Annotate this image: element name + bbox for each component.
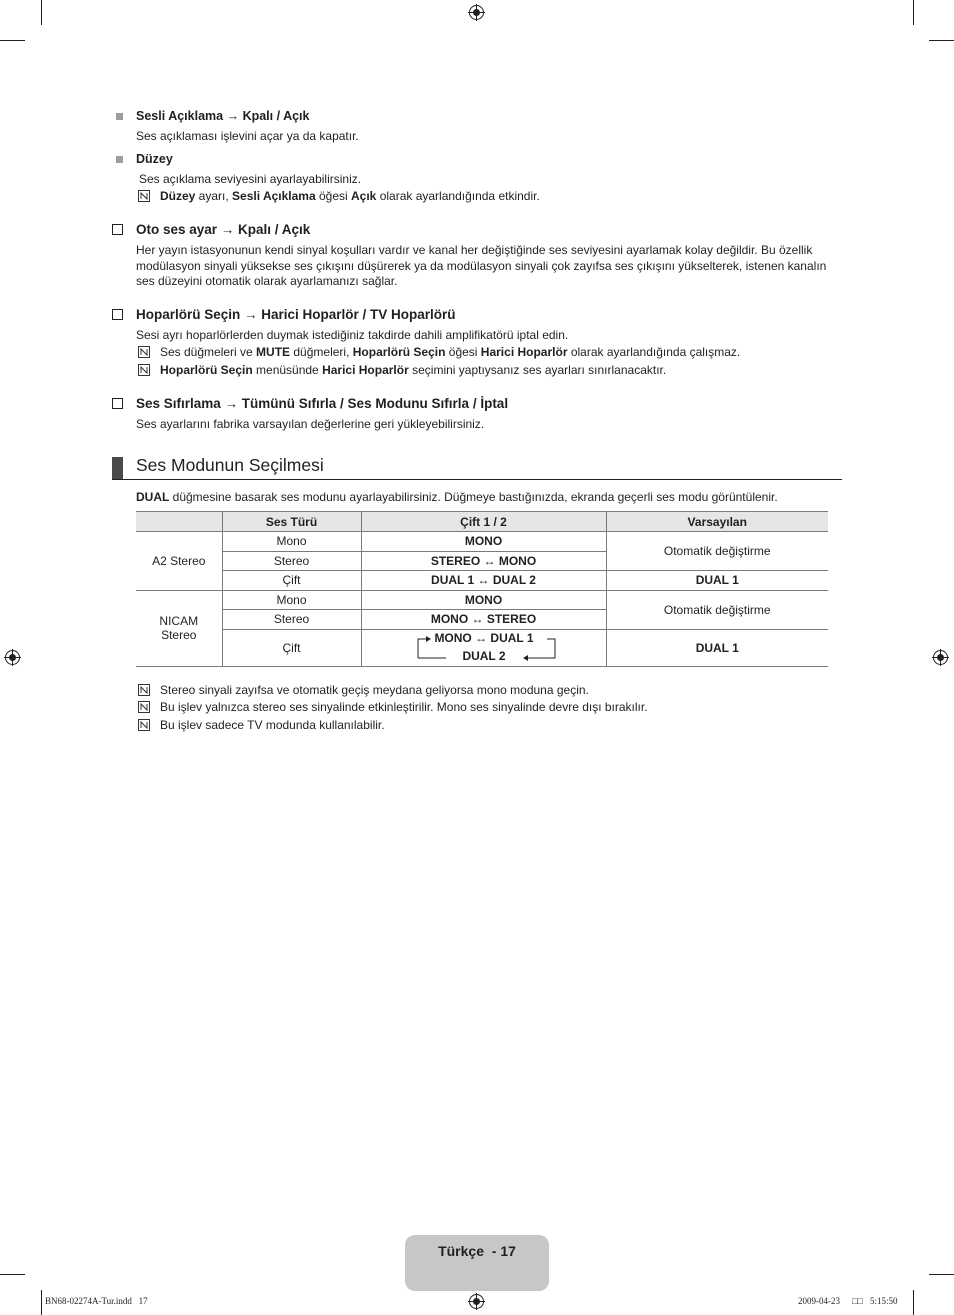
default-cell: DUAL 1 [606,629,828,666]
crop-mark [41,0,42,25]
crop-mark [929,1274,954,1275]
crop-mark [0,40,25,41]
mode-cell: STEREO ↔ MONO [361,551,606,571]
crop-mark [41,1290,42,1315]
section-intro: DUAL düğmesine basarak ses modunu ayarlayabilirsiniz. Düğmeye bastığınızda, ekranda geçerli ses modu görüntülenir. [136,490,778,504]
mode-line: MONO ↔ DUAL 1 [434,630,534,645]
table-row [136,532,828,552]
duzey-title: Düzey [136,152,173,166]
type-cell: Mono [222,590,361,610]
checkbox-bullet-icon [112,398,123,409]
crop-mark [0,1274,25,1275]
checkbox-bullet-icon [112,309,123,320]
table-row [136,629,828,666]
section-heading-bar [112,457,123,479]
note-icon [138,364,150,376]
mode-line: DUAL 2 [462,648,506,663]
table-row [136,590,828,610]
section-divider [112,479,842,480]
print-time: 5:15:50 [870,1296,898,1306]
print-glyphs: □□ [852,1296,863,1306]
type-cell: Çift [222,629,361,666]
table-row [136,571,828,591]
sound-mode-table [136,511,828,667]
checkbox-bullet-icon [112,224,123,235]
table-header: Varsayılan [606,512,828,532]
registration-mark-icon [468,4,485,21]
oto-ses-line: Her yayın istasyonunun kendi sinyal koşulları vardır ve kanal her değiştiğinde ses seviyesini ayarlamak kolay değildir. Bu özellik [136,243,813,257]
mode-cell: MONO [361,590,606,610]
mode-cell: DUAL 1 ↔ DUAL 2 [361,571,606,591]
ses-sifirlama-desc: Ses ayarlarını fabrika varsayılan değerlerine geri yükleyebilirsiniz. [136,417,485,431]
type-cell: Mono [222,532,361,552]
note-icon [138,701,150,713]
oto-ses-line: modülasyon sinyali yüksekse ses çıkışını düşürerek ya da modülasyon sinyali çok zayıfsa ses çıkışını yükselterek, istenen kanalın [136,259,827,273]
mode-cell: MONO [361,532,606,552]
registration-mark-icon [468,1293,485,1310]
registration-mark-icon [932,649,949,666]
section-title: Ses Modunun Seçilmesi [136,455,324,475]
sesli-aciklama-title: Sesli Açıklama → Kpalı / Açık [136,109,310,123]
crop-mark [913,1290,914,1315]
default-cell: Otomatik değiştirme [606,532,828,571]
note-icon [138,346,150,358]
hoparlor-note-1: Ses düğmeleri ve MUTE düğmeleri, Hoparlörü Seçin öğesi Harici Hoparlör olarak ayarlandığında çalışmaz. [160,345,741,359]
type-cell: Stereo [222,551,361,571]
duzey-note: Düzey ayarı, Sesli Açıklama öğesi Açık olarak ayarlandığında etkindir. [160,189,540,203]
hoparlor-note-2: Hoparlörü Seçin menüsünde Harici Hoparlör seçimini yaptıysanız ses ayarları sınırlanacaktır. [160,363,667,377]
note-text: Bu işlev yalnızca stereo ses sinyalinde etkinleştirilir. Mono ses sinyalinde devre dışı bırakılır. [160,700,648,714]
crop-mark [913,0,914,25]
note-icon [138,190,150,202]
table-header [136,512,222,532]
hoparlor-title: Hoparlörü Seçin → Harici Hoparlör / TV Hoparlörü [136,307,456,322]
default-cell: DUAL 1 [606,571,828,591]
square-bullet-icon [116,156,123,163]
ses-sifirlama-title: Ses Sıfırlama → Tümünü Sıfırla / Ses Modunu Sıfırla / İptal [136,396,509,411]
note-text: Bu işlev sadece TV modunda kullanılabilir. [160,718,385,732]
note-text: Stereo sinyali zayıfsa ve otomatik geçiş meydana geliyorsa mono moduna geçin. [160,683,589,697]
group-cell: A2 Stereo [136,532,222,591]
square-bullet-icon [116,113,123,120]
oto-ses-line: ses düzeyini otomatik olarak ayarlamanızı sağlar. [136,274,398,288]
registration-mark-icon [4,649,21,666]
group-line: Stereo [161,628,197,642]
table-header: Ses Türü [222,512,361,532]
sesli-aciklama-desc: Ses açıklaması işlevini açar ya da kapatır. [136,129,359,143]
hoparlor-desc: Sesi ayrı hoparlörlerden duymak istediğiniz takdirde dahili amplifikatörü iptal edin. [136,328,569,342]
mode-cell [361,629,606,666]
group-line: NICAM [159,614,199,628]
crop-mark [929,40,954,41]
table-header: Çift 1 / 2 [361,512,606,532]
note-icon [138,684,150,696]
oto-ses-title: Oto ses ayar → Kpalı / Açık [136,222,311,237]
page-number: Türkçe - 17 [438,1243,516,1259]
print-date: 2009-04-23 [798,1296,840,1306]
duzey-desc: Ses açıklama seviyesini ayarlayabilirsiniz. [139,172,362,186]
default-cell: Otomatik değiştirme [606,590,828,629]
type-cell: Stereo [222,610,361,630]
note-icon [138,719,150,731]
group-cell [136,590,222,666]
file-name: BN68-02274A-Tur.indd 17 [45,1296,148,1306]
mode-cell: MONO ↔ STEREO [361,610,606,630]
type-cell: Çift [222,571,361,591]
